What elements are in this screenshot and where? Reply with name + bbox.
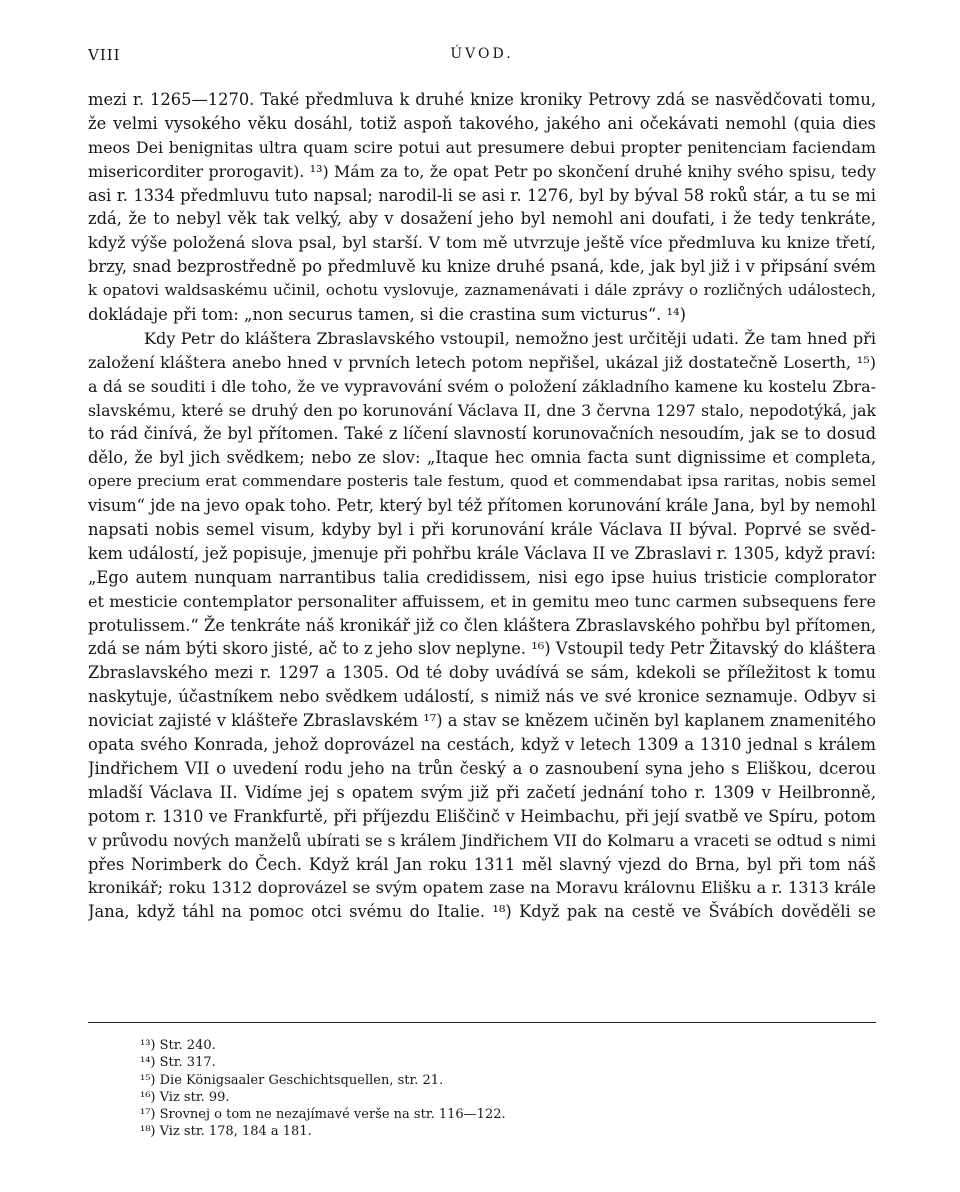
text-line: napsati nobis semel visum, kdyby byl i při korunování krále Václava II býval. Poprvé se svěd- <box>88 520 876 540</box>
text-line: potom r. 1310 ve Frankfurtě, při příjezdu Eliščinč v Heimbachu, při její svatbě ve Spíru, potom <box>88 806 876 826</box>
text-line: visum“ jde na jevo opak toho. Petr, který byl též přítomen korunování krále Jana, byl by nemohl <box>88 496 876 516</box>
text-line: asi r. 1334 předmluvu tuto napsal; narodil-li se asi r. 1276, byl by býval 58 roků stár, a tu se mi <box>88 185 876 205</box>
text-line: brzy, snad bezprostředně po předmluvě ku knize druhé psaná, kde, jak byl již i v připsání svém <box>88 257 876 277</box>
text-line: kem událostí, jež popisuje, jmenuje při pohřbu krále Václava II ve Zbraslavi r. 1305, když praví: <box>88 543 876 563</box>
text-line: et mesticie contemplator personaliter affuissem, et in gemitu meo tunc carmen subsequens fere <box>88 591 876 611</box>
text-line: to rád činívá, že byl přítomen. Také z líčení slavností korunovačních nesoudím, jak se to dosud <box>88 424 876 444</box>
text-line: opata svého Konrada, jehož doprovázel na cestách, když v letech 1309 a 1310 jednal s králem <box>88 735 876 755</box>
footnote: ¹³) Str. 240. <box>140 1038 216 1053</box>
footnote: ¹⁸) Viz str. 178, 184 a 181. <box>140 1124 312 1140</box>
text-line: protulissem.“ Že tenkráte náš kronikář již co člen kláštera Zbraslavského pohřbu byl přítomen, <box>88 615 876 635</box>
text-line: Jindřichem VII o uvedení rodu jeho na trůn český a o zasnoubení syna jeho s Eliškou, dcerou <box>88 758 876 778</box>
text-line: misericorditer prorogavit). ¹³) Mám za to, že opat Petr po skončení druhé knihy svého spisu, tedy <box>88 161 876 181</box>
text-line: mezi r. 1265—1270. Také předmluva k druhé knize kroniky Petrovy zdá se nasvědčovati tomu, <box>88 90 876 109</box>
text-line: opere precium erat commendare posteris tale festum, quod et commendabat ipsa raritas, nobis semel <box>88 472 876 491</box>
text-line: dělo, že byl jich svědkem; nebo ze slov: „Itaque hec omnia facta sunt dignissime et completa, <box>88 448 876 468</box>
text-line: slavskému, které se druhý den po korunování Václava II, dne 3 června 1297 stalo, nepodotýká, jak <box>88 400 876 420</box>
footnotes <box>140 1037 840 1141</box>
text-line: Zbraslavského mezi r. 1297 a 1305. Od té doby uvádívá se sám, kdekoli se příležitost k tomu <box>88 663 876 683</box>
footnote-divider <box>88 1022 876 1023</box>
text-line: naskytuje, účastníkem nebo svědkem událostí, s nimiž nás ve své kronice seznamuje. Odbyv si <box>88 687 876 707</box>
text-line: zdá se nám býti skoro jisté, ač to z jeho slov neplyne. ¹⁶) Vstoupil tedy Petr Žitavský do kláštera <box>88 639 876 659</box>
text-line: v průvodu nových manželů ubírati se s králem Jindřichem VII do Kolmaru a vraceti se odtud s nimi <box>88 830 876 850</box>
text-line: když výše položená slova psal, byl starší. V tom mě utvrzuje ještě více předmluva ku knize třetí, <box>88 233 876 253</box>
text-line: Kdy Petr do kláštera Zbraslavského vstoupil, nemožno jest určitěji udati. Že tam hned při <box>144 328 876 348</box>
running-header <box>88 46 876 68</box>
text-line: kronikář; roku 1312 doprovázel se svým opatem zase na Moravu královnu Elišku a r. 1313 krále <box>88 878 876 898</box>
body-text <box>88 88 876 924</box>
text-line: Jana, když táhl na pomoc otci svému do Italie. ¹⁸) Když pak na cestě ve Švábích dověděli se <box>88 902 876 922</box>
page-number: VIII <box>88 46 121 64</box>
text-line: noviciat zajisté v klášteře Zbraslavském ¹⁷) a stav se knězem učiněn byl kaplanem znamenitého <box>88 711 876 731</box>
text-line: a dá se souditi i dle toho, že ve vypravování svém o položení základního kamene ku kostelu Zbra- <box>88 376 876 396</box>
text-line: založení kláštera anebo hned v prvních letech potom nepřišel, ukázal již dostatečně Loserth, ¹⁵) <box>88 352 876 372</box>
text-line: zdá, že to nebyl věk tak velký, aby v dosažení jeho byl nemohl ani doufati, i že tedy tenkráte, <box>88 209 876 229</box>
footnote: ¹⁷) Srovnej o tom ne nezajímavé verše na str. 116—122. <box>140 1107 506 1123</box>
text-line: že velmi vysokého věku dosáhl, totiž aspoň takového, jakého ani očekávati nemohl (quia dies <box>88 113 876 133</box>
text-line: přes Norimberk do Čech. Když král Jan roku 1311 měl slavný vjezd do Brna, byl při tom náš <box>88 854 876 874</box>
text-line: dokládaje při tom: „non securus tamen, si die crastina sum victurus“. ¹⁴) <box>88 305 686 325</box>
page-title: ÚVOD. <box>450 46 514 62</box>
footnote: ¹⁵) Die Königsaaler Geschichtsquellen, str. 21. <box>140 1072 444 1088</box>
footnote: ¹⁴) Str. 317. <box>140 1055 216 1071</box>
text-line: meos Dei benignitas ultra quam scire potui aut presumere debui propter penitenciam faciendam <box>88 137 876 157</box>
text-line: mladší Václava II. Vidíme jej s opatem svým již při začetí jednání toho r. 1309 v Heilbronně, <box>88 782 876 802</box>
footnote: ¹⁶) Viz str. 99. <box>140 1089 230 1105</box>
text-line: „Ego autem nunquam narrantibus talia credidissem, nisi ego ipse huius tristicie complorator <box>88 567 876 587</box>
text-line: k opatovi waldsaskému učinil, ochotu vyslovuje, zaznamenávati i dále zprávy o rozličných událostech, <box>88 281 876 300</box>
